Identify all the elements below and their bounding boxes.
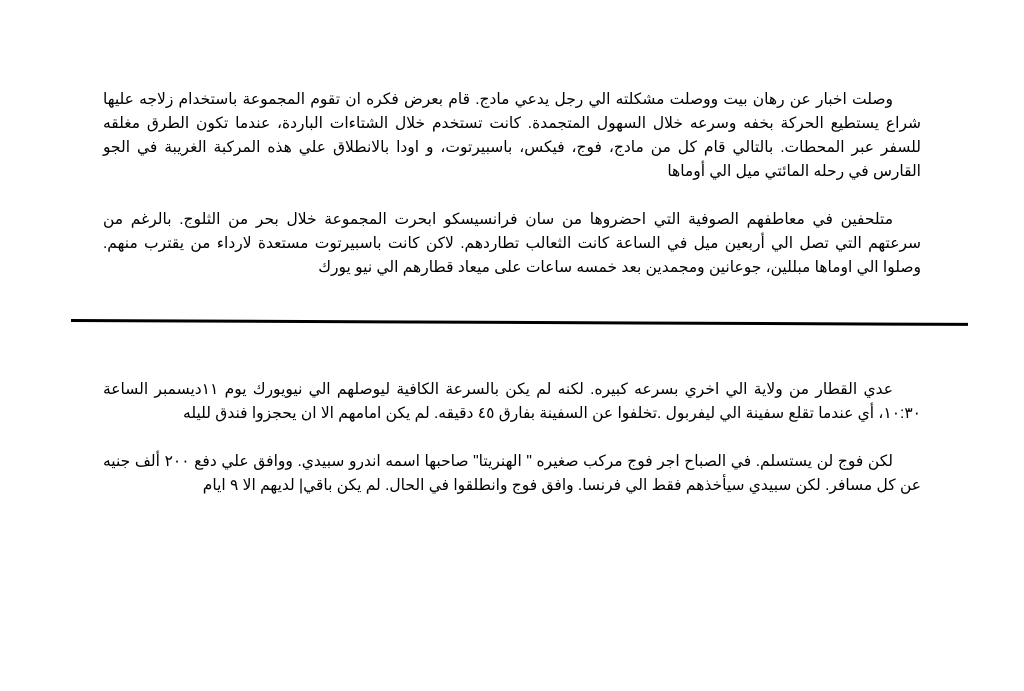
paragraph: وصلت اخبار عن رهان بيت ووصلت مشكلته الي رجل يدعي مادج. قام بعرض فكره ان تقوم المجموعة باستخدام زلاجه عليها شراع يستطيع الحركة بخفه وسرعه خلال السهول المتجمدة. كانت تستخدم خلال الشتاءات الباردة، عندما تكون الطرق مغلقه للسفر عبر المحطات. بالتالي قام كل من مادج، فوج، فيكس، باسبيرتوت، و اودا بالانطلاق علي هذه المركبة الغريبة في الجو القارس في رحله المائتي ميل الي أوماها xyxy=(103,91,921,180)
paragraph: متلحفين في معاطفهم الصوفية التي احضروها من سان فرانسيسكو ابحرت المجموعة خلال بحر من الثلوج. بالرغم من سرعتهم التي تصل الي أربعين ميل في الساعة كانت الثعالب تطاردهم. لاكن كانت باسبيرتوت مستعدة لارداء من يقترب منهم. وصلوا الي اوماها مبللين، جوعانين ومجمدين بعد خمسه ساعات على ميعاد قطارهم الي نيو يورك xyxy=(103,211,921,276)
paragraph-gap xyxy=(103,184,921,208)
horizontal-divider xyxy=(71,319,968,326)
bottom-section xyxy=(103,378,921,498)
paragraph: عدي القطار من ولاية الي اخري بسرعه كبيره. لكنه لم يكن بالسرعة الكافية ليوصلهم الي نيويورك يوم ١١ديسمبر الساعة ١٠:٣٠، أي عندما تقلع سفينة الي ليفربول .تخلفوا عن السفينة بفارق ٤٥ دقيقه. لم يكن امامهم الا ان يحجزوا فندق لليله xyxy=(103,381,921,422)
top-section xyxy=(103,88,921,280)
paragraph: لكن فوج لن يستسلم. في الصباح اجر فوج مركب صغيره " الهنريتا" صاحبها اسمه اندرو سبيدي. ووافق علي دفع ٢٠٠ ألف جنيه عن كل مسافر. لكن سبيدي سيأخذهم فقط الي فرنسا. وافق فوج وانطلقوا في الحال. لم يكن باقي| لديهم الا ٩ ايام xyxy=(103,453,921,494)
paragraph-gap xyxy=(103,426,921,450)
